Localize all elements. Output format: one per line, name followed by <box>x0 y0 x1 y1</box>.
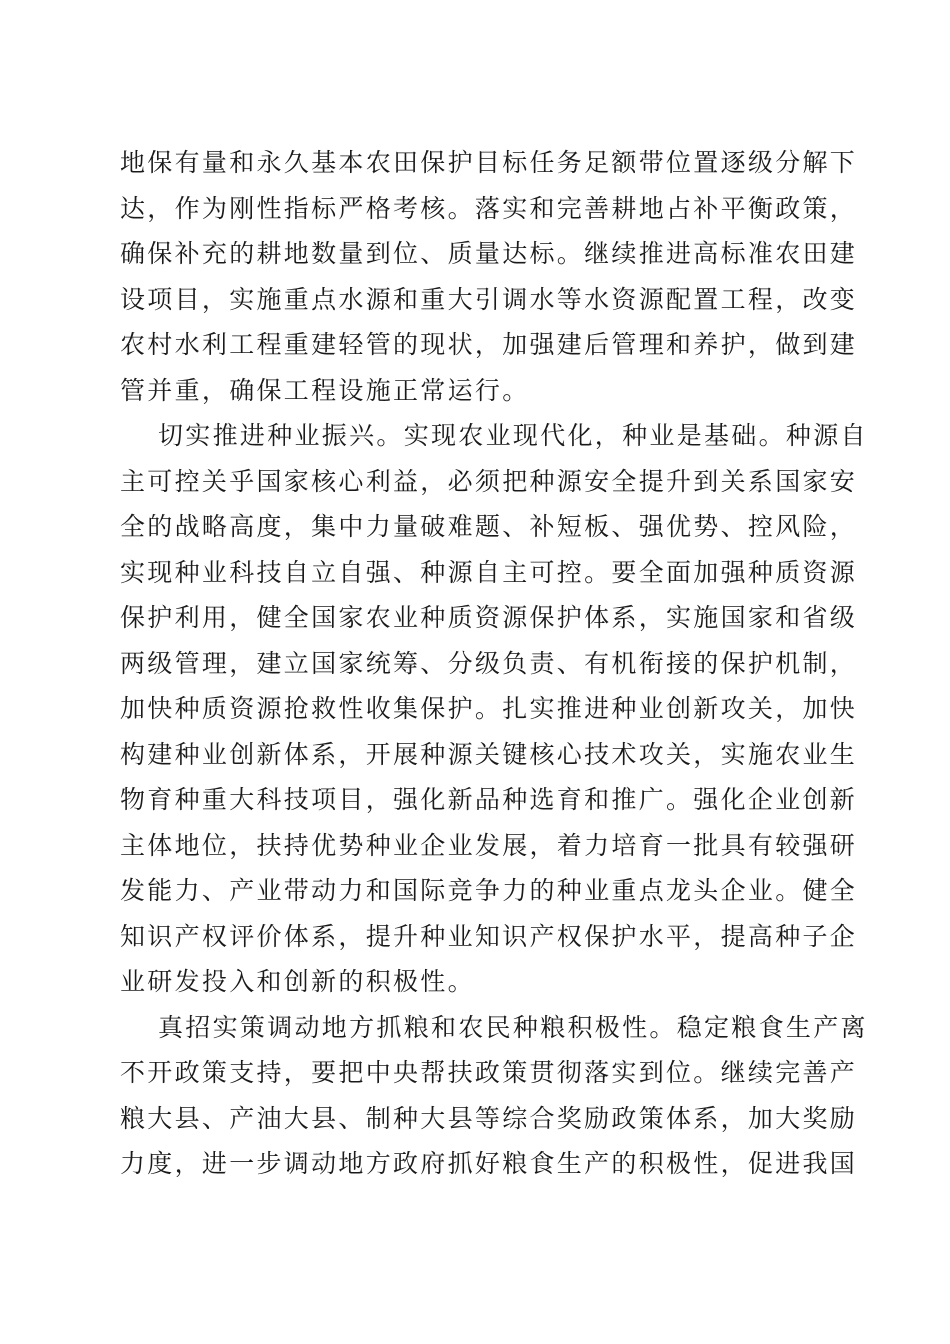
text-line: 业研发投入和创新的积极性。 <box>120 967 475 996</box>
paragraph-farmland-protection <box>120 140 858 413</box>
text-line: 确保补充的耕地数量到位、质量达标。继续推进高标准农田建 <box>120 239 858 268</box>
text-line: 主体地位，扶持优势种业企业发展，着力培育一批具有较强研 <box>120 830 858 860</box>
text-line: 切实推进种业振兴。实现农业现代化，种业是基础。种源自 <box>158 421 868 450</box>
text-line: 实现种业科技自立自强、种源自主可控。要全面加强种质资源 <box>120 557 858 587</box>
text-line: 达，作为刚性指标严格考核。落实和完善耕地占补平衡政策， <box>120 193 858 223</box>
paragraph-grain-incentives <box>120 1005 868 1187</box>
text-line: 物育种重大科技项目，强化新品种选育和推广。强化企业创新 <box>120 785 858 814</box>
text-line: 主可控关乎国家核心利益，必须把种源安全提升到关系国家安 <box>120 466 858 496</box>
text-line: 农村水利工程重建轻管的现状，加强建后管理和养护，做到建 <box>120 330 858 359</box>
text-line: 粮大县、产油大县、制种大县等综合奖励政策体系，加大奖励 <box>120 1103 858 1133</box>
text-line: 力度，进一步调动地方政府抓好粮食生产的积极性，促进我国 <box>120 1149 858 1178</box>
text-line: 发能力、产业带动力和国际竞争力的种业重点龙头企业。健全 <box>120 876 858 905</box>
text-line: 地保有量和永久基本农田保护目标任务足额带位置逐级分解下 <box>120 148 858 177</box>
text-line: 加快种质资源抢救性收集保护。扎实推进种业创新攻关，加快 <box>120 694 858 723</box>
text-line: 不开政策支持，要把中央帮扶政策贯彻落实到位。继续完善产 <box>120 1058 858 1087</box>
text-line: 知识产权评价体系，提升种业知识产权保护水平，提高种子企 <box>120 921 858 951</box>
text-line: 设项目，实施重点水源和重大引调水等水资源配置工程，改变 <box>120 284 858 314</box>
text-line: 保护利用，健全国家农业种质资源保护体系，实施国家和省级 <box>120 603 858 632</box>
text-line: 全的战略高度，集中力量破难题、补短板、强优势、控风险， <box>120 512 858 541</box>
body-text <box>120 140 868 1187</box>
text-line: 两级管理，建立国家统筹、分级负责、有机衔接的保护机制， <box>120 648 858 678</box>
text-line: 管并重，确保工程设施正常运行。 <box>120 375 530 405</box>
text-line: 真招实策调动地方抓粮和农民种粮积极性。稳定粮食生产离 <box>158 1012 868 1042</box>
paragraph-seed-industry <box>120 413 868 1005</box>
text-line: 构建种业创新体系，开展种源关键核心技术攻关，实施农业生 <box>120 739 858 769</box>
